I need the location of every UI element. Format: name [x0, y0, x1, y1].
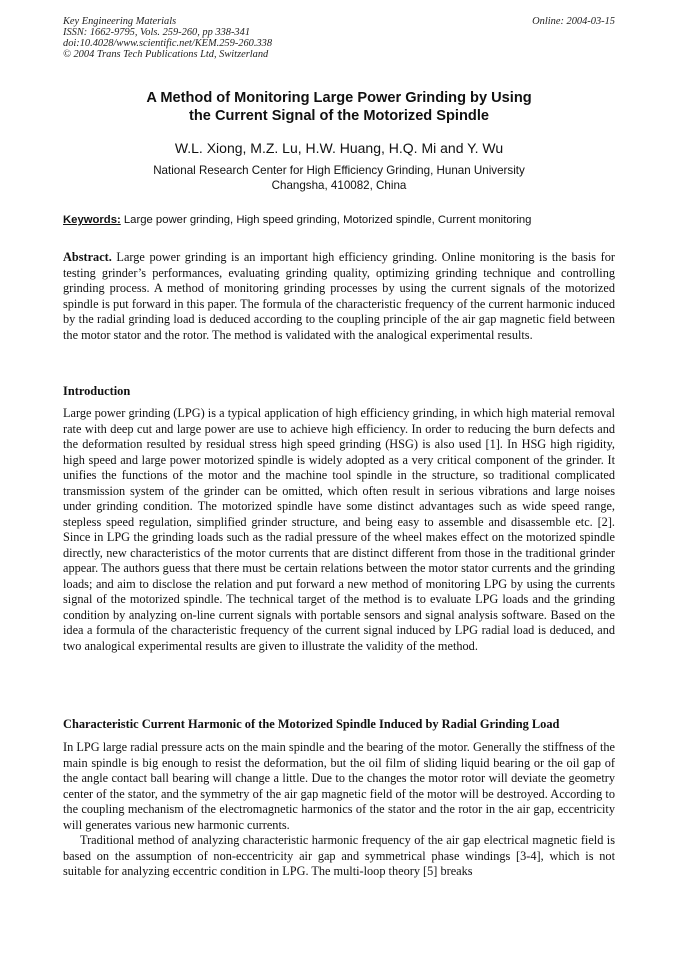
title-line-1: A Method of Monitoring Large Power Grinding by Using — [146, 90, 532, 106]
author-list: W.L. Xiong, M.Z. Lu, H.W. Huang, H.Q. Mi and Y. Wu — [174, 140, 504, 156]
introduction-heading: Introduction — [63, 384, 131, 398]
paper-title — [63, 89, 615, 125]
affiliation-line-2: Changsha, 410082, China — [271, 178, 407, 192]
journal-header — [63, 16, 615, 60]
affiliation — [63, 164, 615, 193]
section-heading-characteristic-current: Characteristic Current Harmonic of the Motorized Spindle Induced by Radial Grinding Load — [63, 717, 560, 731]
online-date: Online: 2004-03-15 — [532, 16, 615, 27]
copyright-line: © 2004 Trans Tech Publications Ltd, Switzerland — [63, 49, 269, 60]
doi-line: doi:10.4028/www.scientific.net/KEM.259-260.338 — [63, 38, 273, 49]
keywords-text: Large power grinding, High speed grinding, Motorized spindle, Current monitoring — [120, 214, 532, 226]
keywords-label: Keywords: — [63, 214, 121, 226]
introduction-text: Large power grinding (LPG) is a typical application of high efficiency grinding, in which high material removal rate with deep cut and large power are use to achieve high efficiency. In order to reducing the burn defects and the deformation resulted by residual stress high speed grinding (HSG) is also used [1]. In HSG high rigidity, high speed and large power motorized spindle is widely adopted as a very critical component of the grinder. It unifies the functions of the motor and the machine tool spindle in the structure, so traditional complicated transmission system of the grinder can be omitted, which often result in serious vibrations and large noises under grinding condition. The motorized spindle have some distinct advantages such as wide speed range, stepless speed regulation, simplified grinder structure, and being easy to assemble and disassemble etc. [2]. Since in LPG the grinding loads such as the radial pressure of the wheel makes effect on the motorized spindle directly, new characteristics of the motor currents that are distinct different from those in the traditional grinder appear. The authors guess that there must be certain relations between the motor stator currents and the grinding loads; and aim to disclose the relation and put forward a new method of monitoring LPG by using the currents signal of the motorized spindle. The technical target of the method is to evaluate LPG loads and the grinding condition by analyzing on-line current signals with portable sensors and signal analysis software. Based on the idea a formula of the characteristic frequency of the current signal induced by LPG radial load is deduced, and two analogical experimental results are given to illustrate the validity of the method. — [63, 406, 615, 653]
abstract — [63, 250, 615, 343]
issn-line: ISSN: 1662-9795, Vols. 259-260, pp 338-341 — [63, 27, 251, 38]
journal-name: Key Engineering Materials — [63, 16, 177, 27]
abstract-label: Abstract. — [63, 250, 112, 264]
abstract-text: Large power grinding is an important high efficiency grinding. Online monitoring is the basis for testing grinder’s performances, evaluating grinding quality, optimizing grinding technique and controlling grinding process. A method of monitoring grinding processes by using the current signals of the motorized spindle is put forward in this paper. The formula of the characteristic frequency of the current harmonic induced by the radial grinding load is deduced according to the coupling principle of the air gap magnetic field between the motor stator and the rotor. The method is validated with the analogical experimental results. — [63, 250, 615, 342]
keywords — [63, 213, 623, 228]
title-line-2: the Current Signal of the Motorized Spindle — [189, 108, 489, 124]
section-paragraph-1: In LPG large radial pressure acts on the main spindle and the bearing of the motor. Generally the stiffness of the main spindle is big enough to resist the deformation, but the oil film of sliding liquid bearing or the oil gap of the angle contact ball bearing will change a little. Due to the changes the motor rotor will deviate the geometry center of the stator, and the symmetry of the air gap magnetic field of the motor will be destroyed. According to the coupling mechanism of the electromagnetic harmonics of the stator and the rotor in the air gap, eccentricity will generates various new harmonic currents. — [63, 740, 615, 832]
affiliation-line-1: National Research Center for High Efficiency Grinding, Hunan University — [153, 164, 525, 177]
section-body — [63, 740, 615, 880]
section-paragraph-2: Traditional method of analyzing characteristic harmonic frequency of the air gap electrical magnetic field is based on the assumption of non-eccentricity air gap and symmetrical phase windings [3-4], which is not suitable for analyzing eccentric condition in LPG. The multi-loop theory [5] breaks — [63, 833, 615, 878]
